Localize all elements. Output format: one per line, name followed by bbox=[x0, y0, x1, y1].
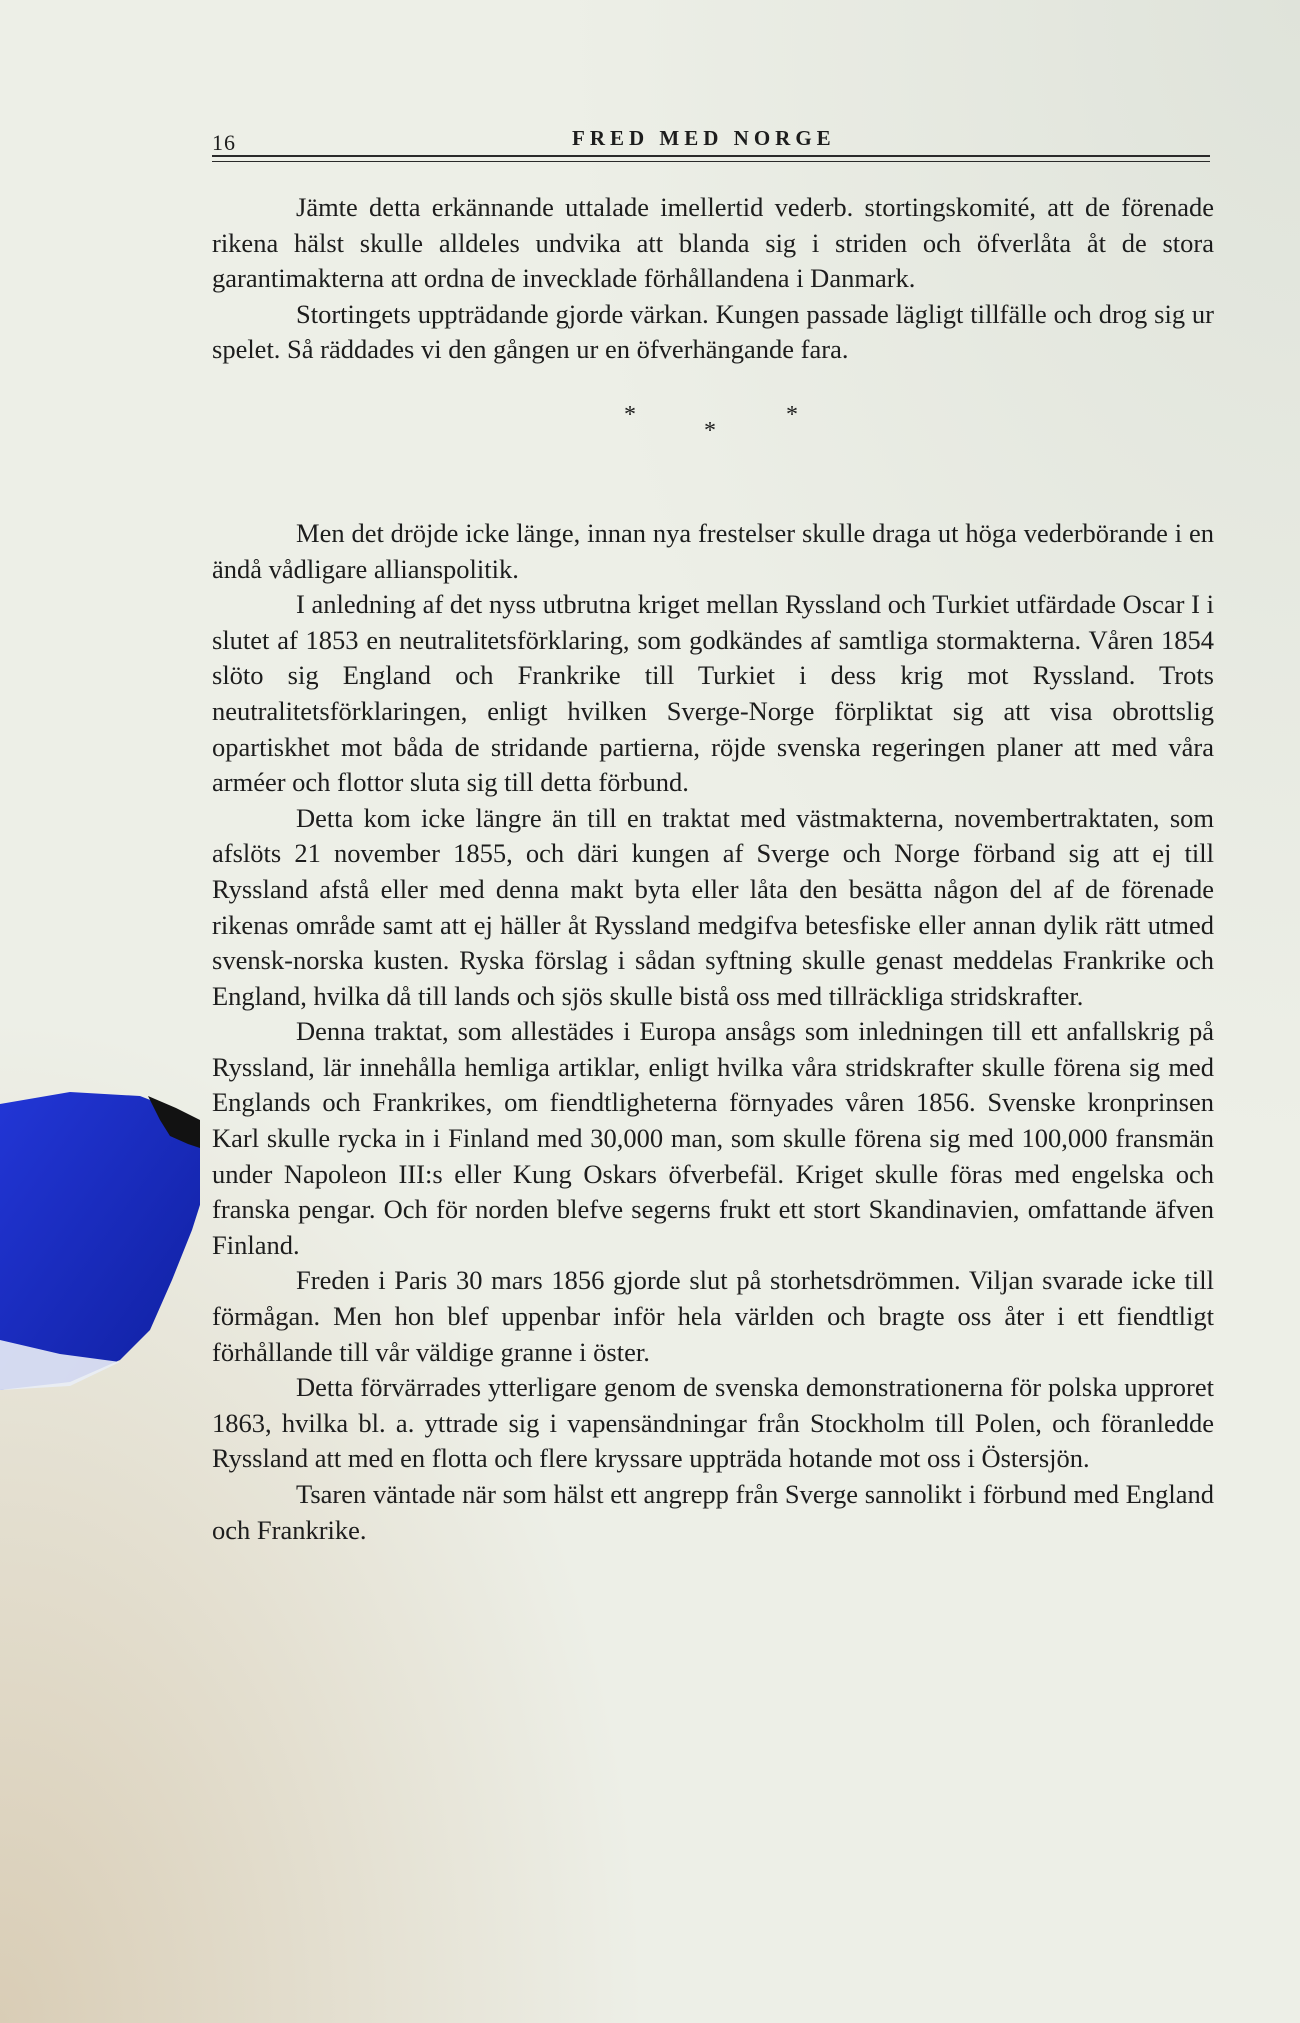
asterisk: * bbox=[624, 401, 636, 428]
asterisk: * bbox=[786, 401, 798, 428]
header-rule bbox=[212, 155, 1210, 157]
paragraph: Freden i Paris 30 mars 1856 gjorde slut på storhetsdrömmen. Viljan svarade icke till förmågan. Men hon blef uppenbar inför hela världen och bragte oss åter i ett fiendtligt förhållande till vår väldige granne i öster. bbox=[212, 1265, 1214, 1367]
paragraph: Men det dröjde icke länge, innan nya frestelser skulle draga ut höga vederbörande i en ändå vådligare allianspolitik. bbox=[212, 517, 1214, 584]
paragraph: Detta förvärrades ytterligare genom de svenska demonstrationerna för polska upproret 1863, hvilka bl. a. yttrade sig i vapensändningar från Stockholm till Polen, och föranledde Ryssland att med en flotta och flere kryssare uppträda hotande mot oss i Östersjön. bbox=[212, 1372, 1214, 1474]
body-text bbox=[212, 190, 1214, 1548]
asterisk: * bbox=[704, 417, 716, 444]
paragraph: Tsaren väntade när som hälst ett angrepp från Sverge sannolikt i förbund med England och Frankrike. bbox=[212, 1479, 1214, 1545]
section-break bbox=[212, 368, 1214, 516]
running-title: FRED MED NORGE bbox=[572, 126, 836, 150]
paragraph: Detta kom icke längre än till en traktat med västmakterna, novembertraktaten, som afslöts 21 november 1855, och däri kungen af Sverge och Norge förband sig att ej till Ryssland afstå eller med denna makt byta eller låta den besätta någon del af de förenade rikenas område samt att ej häller åt Ryssland medgifva betesfiske eller annan dylik rätt utmed svensk-norska kusten. Ryska förslag i sådan syftning skulle genast meddelas Frankrike och England, hvilka då till lands och sjös skulle bistå oss med tillräckliga stridskrafter. bbox=[212, 802, 1214, 1011]
paragraph: Stortingets uppträdande gjorde värkan. Kungen passade lägligt tillfälle och drog sig ur spelet. Så räddades vi den gången ur en öfverhängande fara. bbox=[212, 298, 1214, 365]
paragraph: I anledning af det nyss utbrutna kriget mellan Ryssland och Turkiet utfärdade Oscar I i slutet af 1853 en neutralitetsförklaring, som godkändes af samtliga stormakterna. Våren 1854 slöto sig England och Frankrike till Turkiet i dess krig mot Ryssland. Trots neutralitetsförklaringen, enligt hvilken Sverge-Norge förpliktat sig att visa obrottslig opartiskhet mot båda de stridande partierna, röjde svenska regeringen planer att med våra arméer och flottor sluta sig till detta förbund. bbox=[212, 589, 1214, 798]
ink-stain bbox=[0, 1090, 200, 1390]
page-header bbox=[212, 124, 1210, 164]
paragraph: Denna traktat, som allestädes i Europa ansågs som inledningen till ett anfallskrig på Ryssland, lär innehålla hemliga artiklar, enligt hvilka våra stridskrafter skulle förena sig med Englands och Frankrikes, om fiendtligheterna förnyades våren 1856. Svenske kronprinsen Karl skulle rycka in i Finland med 30,000 man, som skulle förena sig med 100,000 fransmän under Napoleon III:s eller Kung Oskars öfverbefäl. Kriget skulle föras med engelska och franska pengar. Och för norden blefve segerns frukt ett stort Skandinavien, omfattande äfven Finland. bbox=[212, 1016, 1214, 1260]
paragraph: Jämte detta erkännande uttalade imellertid vederb. stortingskomité, att de förenade rikena hälst skulle alldeles undvika att blanda sig i striden och öfverlåta åt de stora garantimakterna att ordna de invecklade förhållandena i Danmark. bbox=[212, 192, 1214, 294]
page-number: 16 bbox=[212, 130, 236, 155]
header-rule-thin bbox=[212, 161, 1210, 162]
